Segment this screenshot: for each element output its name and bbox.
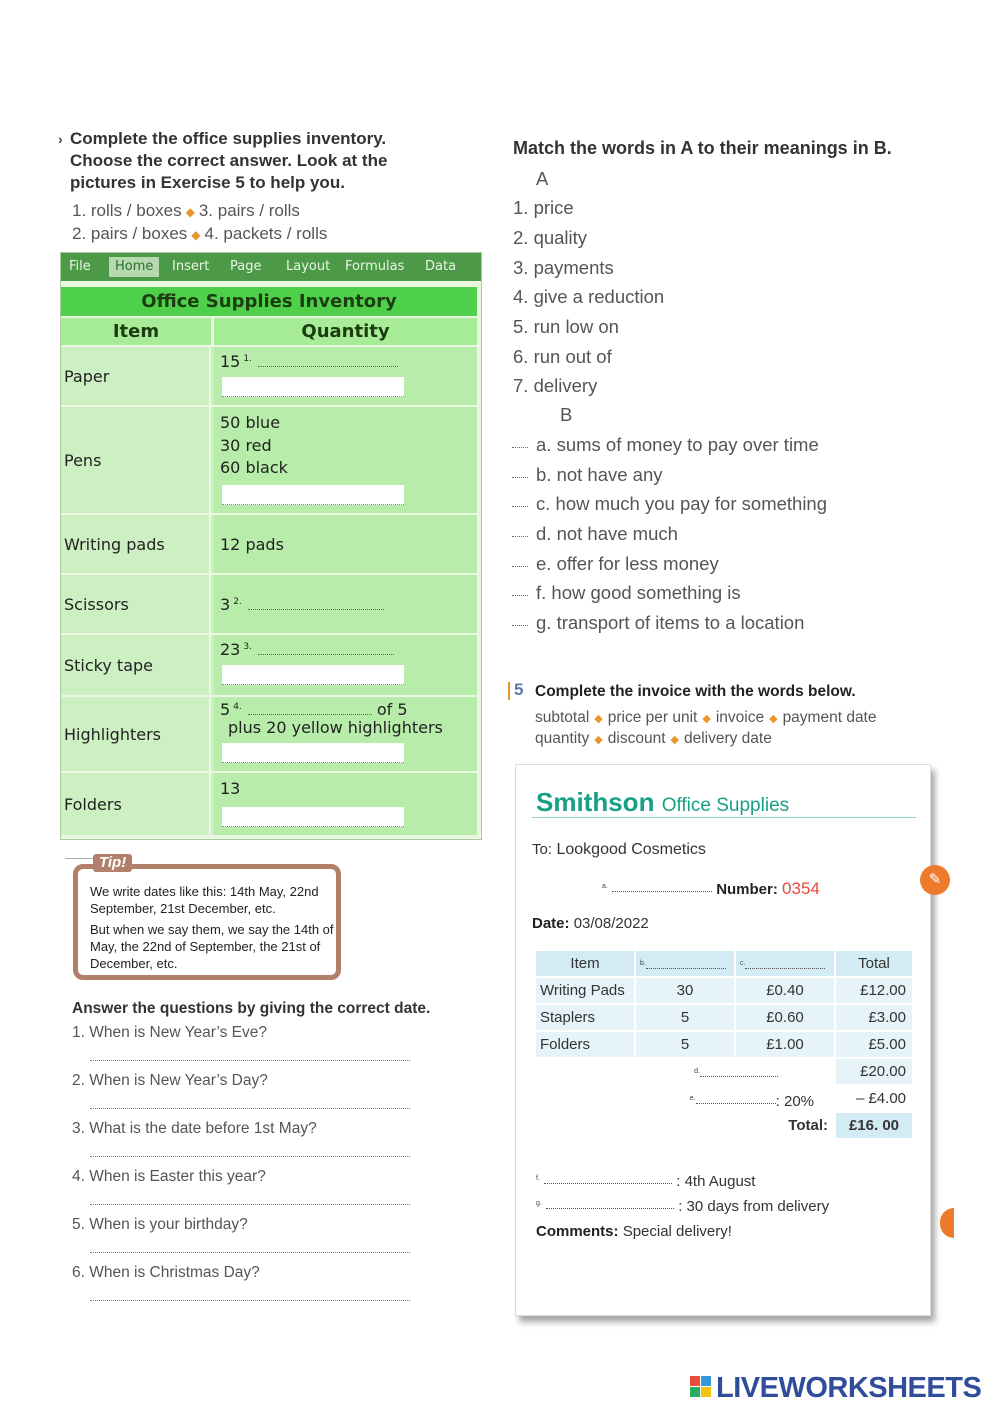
invoice-line-total: £3.00 (836, 1005, 912, 1030)
word-bank-item: quantity (535, 730, 590, 747)
column-header-blank-c (736, 951, 834, 976)
item-cell: Highlighters (61, 697, 211, 771)
answer-input[interactable] (512, 536, 528, 537)
total-label: Total: (736, 1113, 834, 1138)
bullet-dot: ◆ (185, 205, 195, 219)
spreadsheet-title: Office Supplies Inventory (61, 287, 477, 316)
answer-input[interactable] (222, 743, 404, 763)
comments-line (536, 1223, 732, 1240)
option-text: 4. packets / rolls (204, 224, 328, 243)
menu-formulas: Formulas (345, 259, 405, 274)
menu-insert: Insert (172, 259, 210, 274)
question-item: 2. When is New Year’s Day? (72, 1072, 268, 1089)
word-bank-item: discount (607, 730, 666, 747)
total-value: £16. 00 (836, 1113, 912, 1138)
match-b-text: g. transport of items to a location (536, 612, 805, 633)
quantity-value: 30 red (220, 436, 272, 455)
answer-input[interactable] (222, 485, 404, 505)
question-item: 4. When is Easter this year? (72, 1168, 266, 1185)
match-b-text: b. not have any (536, 464, 663, 485)
match-b-text: d. not have much (536, 523, 678, 544)
column-header-blank-b (636, 951, 734, 976)
exercise4-options-2 (72, 224, 327, 244)
delivery-date-line (536, 1173, 755, 1190)
spreadsheet-menubar (61, 253, 481, 281)
answer-input[interactable] (90, 1108, 410, 1109)
answer-input[interactable] (90, 1156, 410, 1157)
answer-input[interactable] (544, 1183, 672, 1184)
invoice-qty: 30 (636, 978, 734, 1003)
invoice-date (532, 915, 649, 932)
match-a-item: 3. payments (513, 257, 614, 278)
exercise5-number: 5 (514, 680, 524, 699)
invoice-item: Folders (536, 1032, 634, 1057)
word-bank-item: subtotal (535, 709, 590, 726)
answer-input[interactable] (222, 807, 404, 827)
item-cell: Pens (61, 407, 211, 513)
blank-label: c. (740, 960, 746, 967)
invoice-qty: 5 (636, 1005, 734, 1030)
question-item: 1. When is New Year’s Eve? (72, 1024, 268, 1041)
tip-paragraph: But when we say them, we say the 14th of May, the 22nd of September, the 21st of December, etc. (90, 922, 334, 971)
question-item: 3. What is the date before 1st May? (72, 1120, 317, 1137)
blank-label: d. (694, 1068, 700, 1075)
brand-subtitle: Office Supplies (661, 795, 790, 816)
invoice-price: £0.40 (736, 978, 834, 1003)
match-b-item (512, 523, 678, 545)
answer-input[interactable] (512, 625, 528, 626)
question-item: 5. When is your birthday? (72, 1216, 248, 1233)
questions-title: Answer the questions by giving the correct date. (72, 1000, 431, 1017)
instruction-line: pictures in Exercise 5 to help you. (70, 173, 345, 192)
answer-input[interactable] (745, 968, 825, 969)
tip-label: Tip! (93, 854, 132, 872)
word-bank-item: price per unit (607, 709, 698, 726)
answer-input[interactable] (90, 1204, 410, 1205)
exercise4-instructions (58, 128, 450, 194)
answer-input[interactable] (512, 566, 528, 567)
word-bank-item: payment date (782, 709, 877, 726)
answer-input[interactable] (90, 1300, 410, 1301)
answer-input[interactable] (222, 377, 404, 397)
word-bank-line (535, 709, 877, 727)
table-row (61, 345, 477, 405)
option-text: 1. rolls / boxes (72, 201, 182, 220)
side-tab-icon[interactable] (940, 1208, 954, 1238)
column-header-item: Item (536, 951, 634, 976)
answer-input[interactable] (700, 1076, 778, 1077)
match-b-item (512, 434, 819, 456)
item-cell: Scissors (61, 575, 211, 633)
exercise4-options-1 (72, 201, 300, 221)
menu-file: File (69, 259, 91, 274)
match-b-item (512, 493, 827, 515)
menu-home: Home (109, 257, 159, 277)
answer-input[interactable] (512, 595, 528, 596)
date-label: Date: (532, 915, 570, 932)
quantity-value: 5 (220, 700, 231, 719)
match-a-item: 1. price (513, 197, 574, 218)
subtotal-label (676, 1059, 834, 1084)
quantity-cell (214, 773, 477, 835)
match-b-item (512, 612, 804, 634)
match-a-item: 7. delivery (513, 375, 598, 396)
delivery-date-value: : 4th August (676, 1173, 756, 1190)
bullet-dot: ◆ (769, 713, 778, 725)
match-a-item: 2. quality (513, 227, 588, 248)
answer-input[interactable] (512, 477, 528, 478)
table-row (61, 405, 477, 513)
quantity-value: 12 pads (220, 535, 284, 554)
date-value: 03/08/2022 (573, 915, 649, 932)
invoice-card (515, 764, 931, 1316)
item-cell: Sticky tape (61, 635, 211, 695)
discount-label (636, 1086, 834, 1111)
answer-input[interactable] (612, 891, 712, 892)
match-b-item (512, 464, 663, 486)
quantity-value: 15 (220, 352, 241, 371)
comments-value: Special delivery! (622, 1223, 732, 1240)
quantity-cell (214, 407, 477, 513)
table-row (61, 513, 477, 573)
blank-number: 4. (233, 701, 242, 712)
bullet-dot: ◆ (594, 713, 603, 725)
table-row (61, 633, 477, 695)
quantity-cell (214, 515, 477, 573)
blank-label: e. (689, 1095, 696, 1102)
invoice-item: Writing Pads (536, 978, 634, 1003)
menu-layout: Layout (286, 259, 331, 274)
match-b-text: c. how much you pay for something (536, 493, 828, 514)
word-bank-item: invoice (715, 709, 765, 726)
inventory-spreadsheet (60, 252, 482, 840)
invoice-to (532, 841, 706, 859)
exercise-number-mark: › (58, 131, 63, 147)
invoice-brand (536, 787, 789, 818)
answer-input[interactable] (546, 1208, 674, 1209)
number-label: Number: (716, 881, 778, 898)
bullet-dot: ◆ (670, 734, 679, 746)
word-bank-line (535, 730, 772, 748)
quantity-value: 23 (220, 640, 241, 659)
match-title: Match the words in A to their meanings in B. (513, 138, 892, 158)
quantity-value: plus 20 yellow highlighters (228, 718, 443, 737)
answer-input[interactable] (90, 1252, 410, 1253)
answer-input[interactable] (248, 600, 384, 610)
subtotal-value: £20.00 (836, 1059, 912, 1084)
comments-label: Comments: (536, 1223, 619, 1240)
blank-label: a. (602, 883, 608, 890)
to-label: To: (532, 841, 553, 858)
discount-value: – £4.00 (836, 1086, 912, 1111)
invoice-item: Staplers (536, 1005, 634, 1030)
column-b-label: B (560, 404, 573, 425)
bullet-dot: ◆ (191, 228, 201, 242)
blank-line (258, 645, 394, 655)
quantity-cell (214, 635, 477, 695)
quantity-value: 13 (220, 779, 241, 798)
quantity-value: 3 (220, 595, 231, 614)
answer-input[interactable] (222, 665, 404, 685)
quantity-cell (214, 347, 477, 405)
bullet-dot: ◆ (702, 713, 711, 725)
match-a-item: 6. run out of (513, 346, 612, 367)
answer-input[interactable] (512, 506, 528, 507)
item-cell: Writing pads (61, 515, 211, 573)
invoice-number-line (602, 879, 820, 899)
answer-input[interactable] (512, 447, 528, 448)
column-a-label: A (536, 168, 549, 189)
option-text: 2. pairs / boxes (72, 224, 188, 243)
quantity-cell (214, 697, 477, 771)
exercise5-title: Complete the invoice with the words below. (535, 683, 856, 700)
table-row (61, 573, 477, 633)
discount-rate: : 20% (775, 1093, 814, 1110)
question-item: 6. When is Christmas Day? (72, 1264, 260, 1281)
brand-divider (532, 817, 916, 818)
word-bank-item: delivery date (683, 730, 772, 747)
invoice-number: 0354 (782, 879, 820, 898)
edit-icon[interactable]: ✎ (920, 865, 950, 895)
match-b-item (512, 582, 741, 604)
tip-paragraph: We write dates like this: 14th May, 22nd September, 21st December, etc. (90, 884, 319, 916)
column-header-item: Item (61, 318, 211, 345)
menu-data: Data (425, 259, 457, 274)
blank-number: 1. (243, 353, 252, 364)
answer-input[interactable] (248, 705, 372, 715)
instruction-line: Choose the correct answer. Look at the (70, 151, 388, 170)
invoice-line-total: £5.00 (836, 1032, 912, 1057)
liveworksheets-logo-icon (690, 1376, 712, 1398)
blank-number: 3. (243, 641, 252, 652)
column-header-quantity: Quantity (214, 318, 477, 345)
match-b-text: e. offer for less money (536, 553, 719, 574)
option-text: 3. pairs / rolls (198, 201, 300, 220)
invoice-qty: 5 (636, 1032, 734, 1057)
match-b-item (512, 553, 719, 575)
item-cell: Paper (61, 347, 211, 405)
quantity-cell (214, 575, 477, 633)
brand-name: Smithson (536, 787, 655, 817)
match-b-text: f. how good something is (536, 582, 741, 603)
match-a-item: 5. run low on (513, 316, 619, 337)
payment-date-line (536, 1198, 829, 1215)
blank-number: 2. (233, 596, 242, 607)
tip-box (73, 864, 341, 980)
answer-input[interactable] (646, 968, 726, 969)
column-header-total: Total (836, 951, 912, 976)
tip-divider (65, 858, 93, 859)
match-a-item: 4. give a reduction (513, 286, 665, 307)
exercise-marker (508, 682, 510, 700)
match-b-text: a. sums of money to pay over time (536, 434, 819, 455)
blank-label: g. (536, 1200, 542, 1207)
quantity-value: 60 black (220, 458, 288, 477)
invoice-price: £0.60 (736, 1005, 834, 1030)
quantity-value: 50 blue (220, 413, 281, 432)
to-value: Lookgood Cosmetics (556, 841, 706, 858)
blank-label: b. (640, 960, 646, 967)
liveworksheets-logo: LIVEWORKSHEETS (716, 1372, 982, 1404)
table-row (61, 695, 477, 771)
payment-date-value: : 30 days from delivery (678, 1198, 830, 1215)
invoice-line-total: £12.00 (836, 978, 912, 1003)
menu-page: Page (230, 259, 262, 274)
blank-label: f. (536, 1175, 540, 1182)
blank-line (258, 357, 398, 367)
invoice-price: £1.00 (736, 1032, 834, 1057)
answer-input[interactable] (696, 1103, 776, 1104)
answer-input[interactable] (90, 1060, 410, 1061)
quantity-value: of 5 (376, 700, 408, 719)
instruction-line: Complete the office supplies inventory. (70, 129, 387, 148)
item-cell: Folders (61, 773, 211, 835)
bullet-dot: ◆ (594, 734, 603, 746)
table-row (61, 771, 477, 835)
